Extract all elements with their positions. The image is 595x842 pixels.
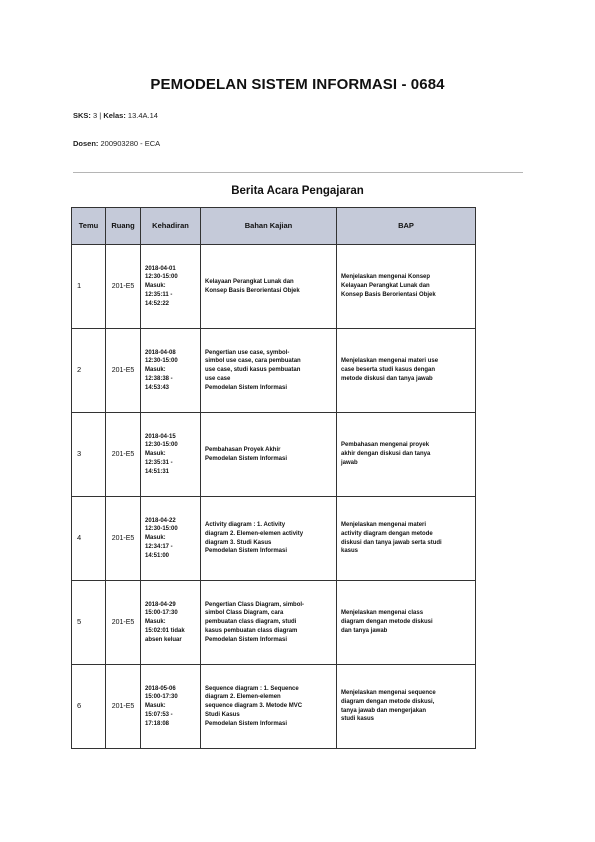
bap-line: case beserta studi kasus dengan xyxy=(341,367,436,374)
kelas-value: 13.4A.14 xyxy=(127,111,158,120)
cell-bap xyxy=(337,413,476,497)
cell-bap xyxy=(337,245,476,329)
kehadiran-line: Masuk: xyxy=(145,619,166,626)
cell-bahan-kajian xyxy=(201,413,337,497)
kehadiran-line: 12:30-15:00 xyxy=(145,358,178,365)
bap-line: Menjelaskan mengenai materi use xyxy=(341,358,439,365)
bahan-line: Studi Kasus xyxy=(205,711,240,718)
bahan-line: Sequence diagram : 1. Sequence xyxy=(205,685,299,692)
cell-bap xyxy=(337,497,476,581)
cell-kehadiran xyxy=(141,497,201,581)
kehadiran-line: 2018-04-22 xyxy=(145,517,176,524)
bahan-line: Pemodelan Sistem Informasi xyxy=(205,384,288,391)
cell-bahan-kajian xyxy=(201,581,337,665)
attendance-table xyxy=(71,207,476,749)
bahan-line: use case, studi kasus pembuatan xyxy=(205,367,301,374)
cell-bahan-kajian xyxy=(201,245,337,329)
bahan-line: pembuatan class diagram, studi xyxy=(205,619,297,626)
kehadiran-line: 17:18:08 xyxy=(145,720,170,727)
bap-line: studi kasus xyxy=(341,716,375,723)
kehadiran-line: 14:53:43 xyxy=(145,384,170,391)
dosen-label: Dosen: xyxy=(73,139,99,148)
bahan-line: kasus pembuatan class diagram xyxy=(205,627,298,634)
bap-line: Pembahasan mengenai proyek xyxy=(341,442,430,449)
bahan-line: simbol use case, cara pembuatan xyxy=(205,358,301,365)
cell-ruang: 201-E5 xyxy=(106,329,141,413)
kehadiran-line: 2018-04-08 xyxy=(145,349,176,356)
table-row xyxy=(72,245,476,329)
sks-value: 3 | xyxy=(93,111,104,120)
bahan-line: Activity diagram : 1. Activity xyxy=(205,522,286,529)
table-header-row xyxy=(72,208,476,245)
kehadiran-line: 14:51:00 xyxy=(145,552,170,559)
cell-kehadiran xyxy=(141,665,201,749)
bahan-line: Pemodelan Sistem Informasi xyxy=(205,636,288,643)
bap-line: tanya jawab dan mengerjakan xyxy=(341,707,427,714)
divider xyxy=(73,172,523,173)
cell-bahan-kajian xyxy=(201,665,337,749)
cell-kehadiran xyxy=(141,581,201,665)
bahan-line: Pengertian use case, symbol- xyxy=(205,349,290,356)
bahan-line: simbol Class Diagram, cara xyxy=(205,610,284,617)
table-row xyxy=(72,329,476,413)
bap-line: Konsep Basis Berorientasi Objek xyxy=(341,291,436,298)
col-header-bahan-kajian: Bahan Kajian xyxy=(201,208,337,245)
bahan-line: Konsep Basis Berorientasi Objek xyxy=(205,287,300,294)
bap-line: Menjelaskan mengenai sequence xyxy=(341,690,436,697)
kehadiran-line: 2018-04-29 xyxy=(145,601,176,608)
bap-line: Menjelaskan mengenai class xyxy=(341,610,424,617)
kehadiran-line: 15:00-17:30 xyxy=(145,694,178,701)
table-row xyxy=(72,581,476,665)
col-header-temu: Temu xyxy=(72,208,106,245)
table-row xyxy=(72,497,476,581)
kehadiran-line: Masuk: xyxy=(145,283,166,290)
course-meta xyxy=(73,111,158,120)
bahan-line: sequence diagram 3. Metode MVC xyxy=(205,703,303,710)
kehadiran-line: 2018-04-15 xyxy=(145,433,176,440)
bahan-line: Pengertian Class Diagram, simbol- xyxy=(205,601,305,608)
bap-line: kasus xyxy=(341,548,359,555)
bap-line: Menjelaskan mengenai materi xyxy=(341,522,427,529)
bap-line: dan tanya jawab xyxy=(341,627,388,634)
section-title: Berita Acara Pengajaran xyxy=(231,185,364,197)
cell-kehadiran xyxy=(141,413,201,497)
kehadiran-line: 2018-04-01 xyxy=(145,265,176,272)
bahan-line: use case xyxy=(205,375,231,382)
kehadiran-line: 12:35:31 - xyxy=(145,459,173,466)
kelas-label: Kelas: xyxy=(103,111,126,120)
cell-temu: 6 xyxy=(72,665,106,749)
kehadiran-line: 15:02:01 tidak xyxy=(145,627,185,634)
bap-line: diagram dengan metode diskusi, xyxy=(341,698,435,705)
lecturer-meta xyxy=(73,139,160,148)
bap-line: diskusi dan tanya jawab serta studi xyxy=(341,539,442,546)
kehadiran-line: 12:30-15:00 xyxy=(145,526,178,533)
kehadiran-line: 14:51:31 xyxy=(145,468,170,475)
bap-line: jawab xyxy=(341,459,358,466)
kehadiran-line: Masuk: xyxy=(145,367,166,374)
cell-bahan-kajian xyxy=(201,329,337,413)
cell-ruang: 201-E5 xyxy=(106,413,141,497)
bahan-line: diagram 2. Elemen-elemen xyxy=(205,694,281,701)
page-title: PEMODELAN SISTEM INFORMASI - 0684 xyxy=(150,76,445,93)
col-header-ruang: Ruang xyxy=(106,208,141,245)
kehadiran-line: Masuk: xyxy=(145,535,166,542)
bahan-line: Pembahasan Proyek Akhir xyxy=(205,446,281,453)
kehadiran-line: 15:00-17:30 xyxy=(145,610,178,617)
kehadiran-line: Masuk: xyxy=(145,703,166,710)
bahan-line: Pemodelan Sistem Informasi xyxy=(205,548,288,555)
kehadiran-line: absen keluar xyxy=(145,636,182,643)
kehadiran-line: 2018-05-06 xyxy=(145,685,176,692)
cell-ruang: 201-E5 xyxy=(106,245,141,329)
cell-temu: 1 xyxy=(72,245,106,329)
dosen-value: 200903280 - ECA xyxy=(100,139,161,148)
cell-ruang: 201-E5 xyxy=(106,581,141,665)
cell-bahan-kajian xyxy=(201,497,337,581)
kehadiran-line: 15:07:53 - xyxy=(145,711,173,718)
kehadiran-line: 12:30-15:00 xyxy=(145,274,178,281)
cell-kehadiran xyxy=(141,329,201,413)
col-header-kehadiran: Kehadiran xyxy=(141,208,201,245)
sks-label: SKS: xyxy=(73,111,91,120)
bahan-line: diagram 2. Elemen-elemen activity xyxy=(205,530,304,537)
bahan-line: diagram 3. Studi Kasus xyxy=(205,539,272,546)
cell-temu: 2 xyxy=(72,329,106,413)
kehadiran-line: 12:30-15:00 xyxy=(145,442,178,449)
bap-line: Menjelaskan mengenai Konsep xyxy=(341,274,431,281)
bap-line: diagram dengan metode diskusi xyxy=(341,619,433,626)
table-row xyxy=(72,665,476,749)
cell-kehadiran xyxy=(141,245,201,329)
bap-line: Kelayaan Perangkat Lunak dan xyxy=(341,283,430,290)
cell-temu: 3 xyxy=(72,413,106,497)
cell-ruang: 201-E5 xyxy=(106,665,141,749)
cell-temu: 4 xyxy=(72,497,106,581)
kehadiran-line: 12:38:38 - xyxy=(145,375,173,382)
kehadiran-line: Masuk: xyxy=(145,451,166,458)
col-header-bap: BAP xyxy=(337,208,476,245)
bahan-line: Pemodelan Sistem Informasi xyxy=(205,455,288,462)
cell-bap xyxy=(337,329,476,413)
bahan-line: Pemodelan Sistem Informasi xyxy=(205,720,288,727)
cell-bap xyxy=(337,581,476,665)
kehadiran-line: 14:52:22 xyxy=(145,300,170,307)
kehadiran-line: 12:35:11 - xyxy=(145,291,173,298)
bap-line: akhir dengan diskusi dan tanya xyxy=(341,451,431,458)
cell-temu: 5 xyxy=(72,581,106,665)
bap-line: activity diagram dengan metode xyxy=(341,530,433,537)
table-row xyxy=(72,413,476,497)
bahan-line: Kelayaan Perangkat Lunak dan xyxy=(205,278,294,285)
cell-ruang: 201-E5 xyxy=(106,497,141,581)
bap-line: metode diskusi dan tanya jawab xyxy=(341,375,433,382)
kehadiran-line: 12:34:17 - xyxy=(145,543,173,550)
cell-bap xyxy=(337,665,476,749)
